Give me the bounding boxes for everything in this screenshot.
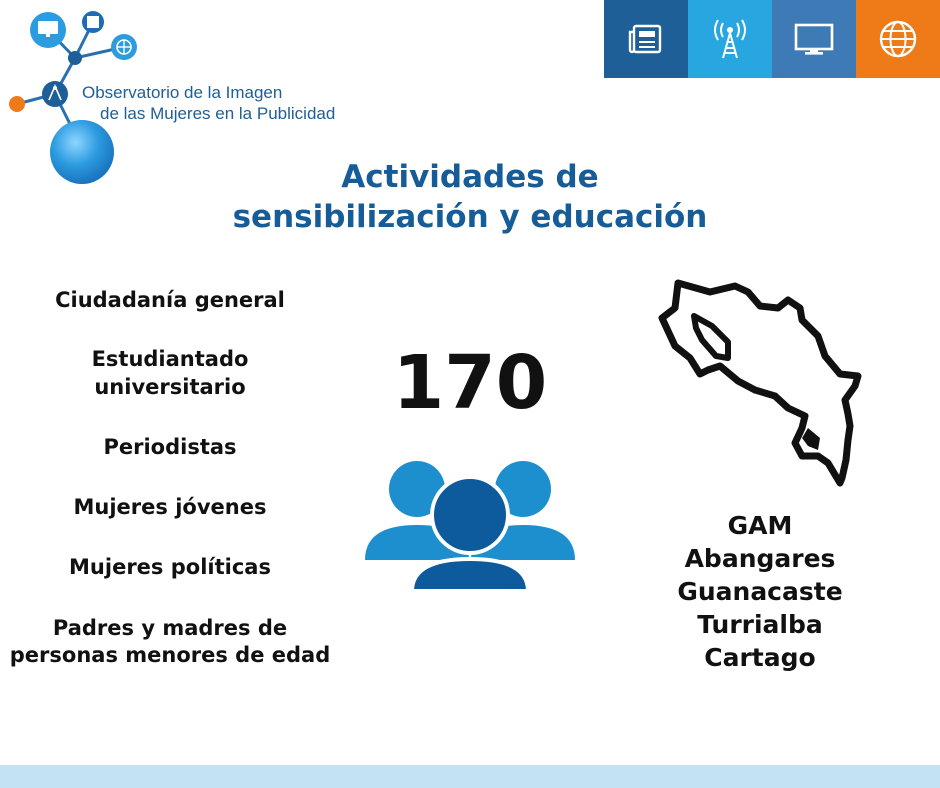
- location-turrialba: Turrialba: [697, 610, 823, 639]
- costa-rica-map-icon: [650, 278, 865, 493]
- globe-tile: [856, 0, 940, 78]
- audience-ciudadania: Ciudadanía general: [55, 288, 285, 312]
- newspaper-tile: [604, 0, 688, 78]
- location-abangares: Abangares: [684, 544, 836, 573]
- location-gam: GAM: [727, 511, 793, 540]
- page-title-line1: Actividades de: [341, 159, 599, 195]
- audience-universitario: universitario: [94, 375, 246, 399]
- audience-mujeres-jovenes: Mujeres jóvenes: [73, 495, 267, 519]
- tv-icon: [793, 18, 835, 60]
- globe-icon: [877, 18, 919, 60]
- page-title-line2: sensibilización y educación: [232, 199, 708, 235]
- logo-text-line1: Observatorio de la Imagen: [82, 83, 283, 102]
- logo-text-line2: de las Mujeres en la Publicidad: [100, 104, 336, 123]
- radio-tile: [688, 0, 772, 78]
- newspaper-icon: [625, 18, 667, 60]
- tv-tile: [772, 0, 856, 78]
- location-guanacaste: Guanacaste: [677, 577, 843, 606]
- location-cartago: Cartago: [704, 643, 816, 672]
- footer-band: [0, 765, 940, 788]
- audience-mujeres-politicas: Mujeres políticas: [69, 555, 271, 579]
- audience-estudiantado: Estudiantado: [91, 347, 249, 371]
- audience-periodistas: Periodistas: [103, 435, 237, 459]
- people-group-icon: [360, 455, 580, 595]
- activity-count: 170: [392, 340, 548, 426]
- radio-tower-icon: [709, 18, 751, 60]
- audience-menores: personas menores de edad: [9, 643, 331, 667]
- audience-padres: Padres y madres de: [52, 616, 288, 640]
